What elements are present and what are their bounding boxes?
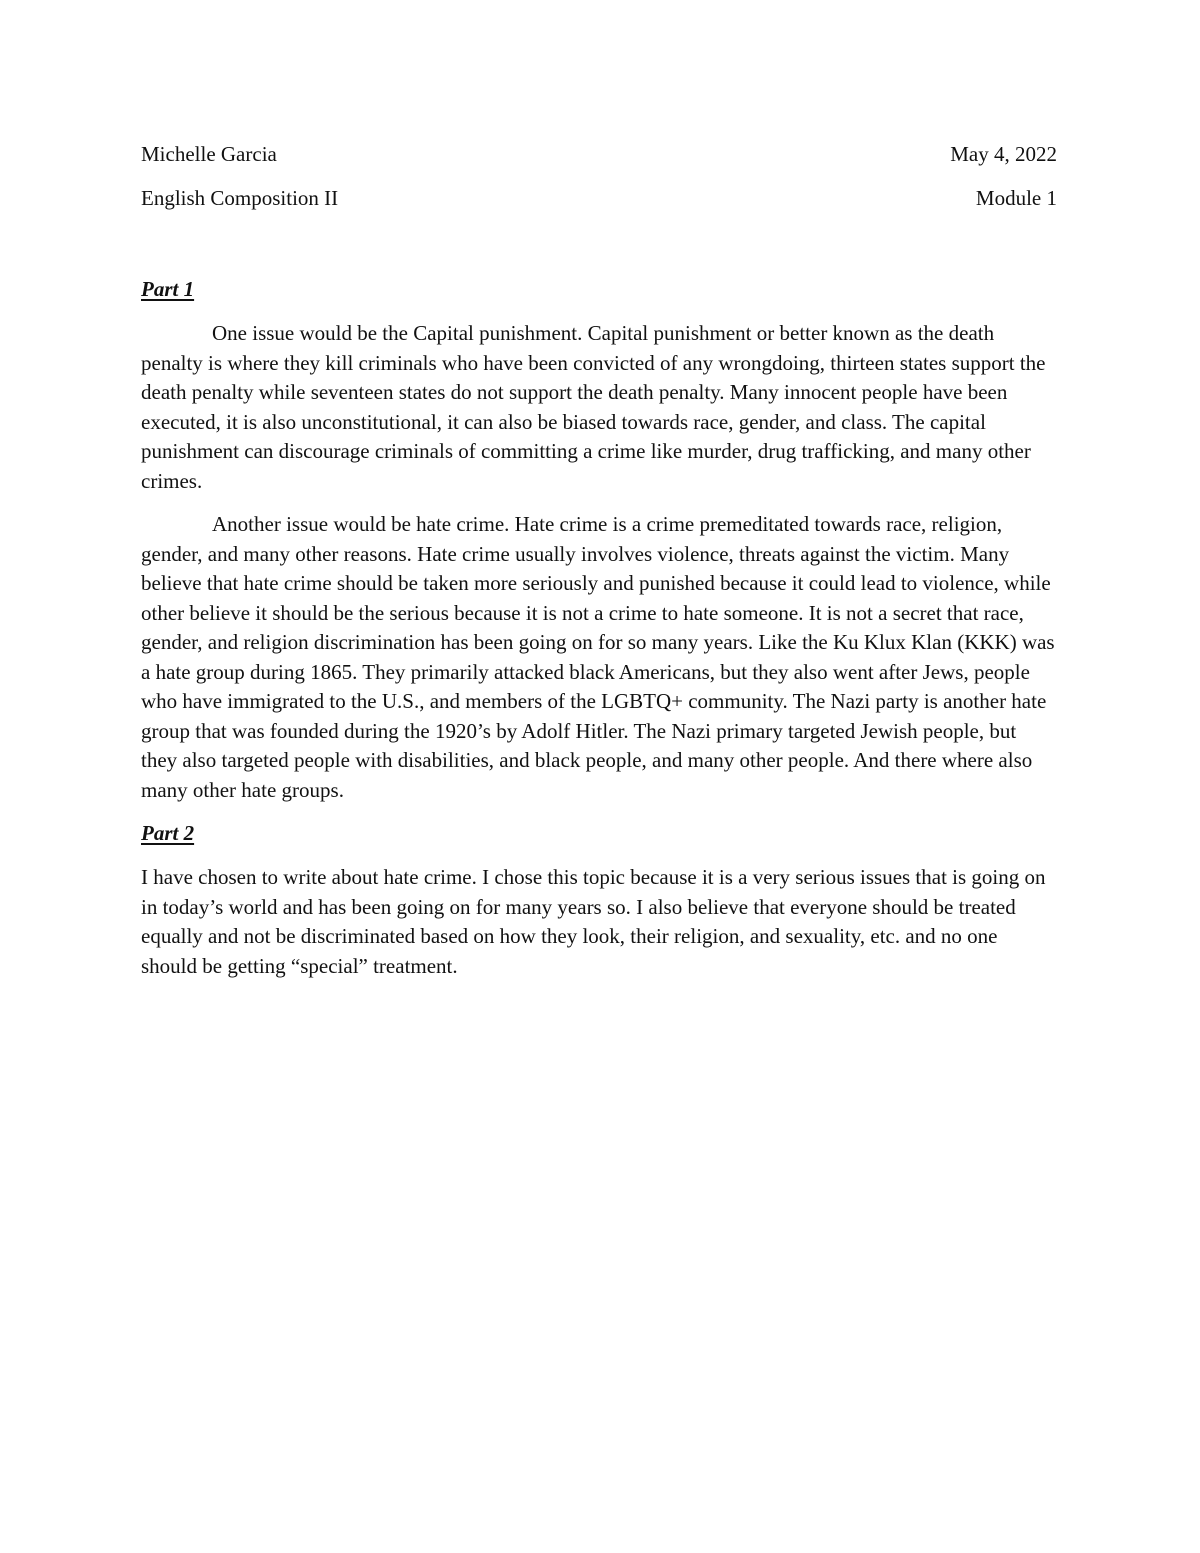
part-1-heading-row — [141, 275, 1057, 305]
course-name: English Composition II — [141, 186, 339, 210]
part-2-heading-row — [141, 819, 1057, 849]
author-name: Michelle Garcia — [141, 142, 277, 166]
document-body — [141, 140, 1057, 981]
part-2-heading: Part 2 — [141, 821, 195, 845]
part-1-heading: Part 1 — [141, 277, 195, 301]
part-1-paragraph-2: Another issue would be hate crime. Hate crime is a crime premeditated towards race, religion, gender, and many other reasons. Hate crime usually involves violence, threats against the victim. Many believe that hate crime should be taken more seriously and punished because it could lead to violence, while other believe it should be the serious because it is not a crime to hate someone. It is not a secret that race, gender, and religion discrimination has been going on for so many years. Like the Ku Klux Klan (KKK) was a hate group during 1865. They primarily attacked black Americans, but they also went after Jews, people who have immigrated to the U.S., and members of the LGBTQ+ community. The Nazi party is another hate group that was founded during the 1920’s by Adolf Hitler. The Nazi primary targeted Jewish people, but they also targeted people with disabilities, and black people, and many other people. And there where also many other hate groups. — [141, 512, 1055, 802]
part-1-paragraph-1: One issue would be the Capital punishment. Capital punishment or better known as the death penalty is where they kill criminals who have been convicted of any wrongdoing, thirteen states support the death penalty while seventeen states do not support the death penalty. Many innocent people have been executed, it is also unconstitutional, it can also be biased towards race, gender, and class. The capital punishment can discourage criminals of committing a crime like murder, drug trafficking, and many other crimes. — [141, 321, 1046, 493]
part-2-paragraph-1: I have chosen to write about hate crime. I chose this topic because it is a very serious issues that is going on in today’s world and has been going on for many years so. I also believe that everyone should be treated equally and not be discriminated based on how they look, their religion, and sexuality, etc. and no one should be getting “special” treatment. — [141, 865, 1046, 978]
header-row-1 — [141, 140, 1057, 170]
header-row-2 — [141, 184, 1057, 214]
document-date: May 4, 2022 — [950, 142, 1057, 166]
module-label: Module 1 — [975, 186, 1057, 210]
